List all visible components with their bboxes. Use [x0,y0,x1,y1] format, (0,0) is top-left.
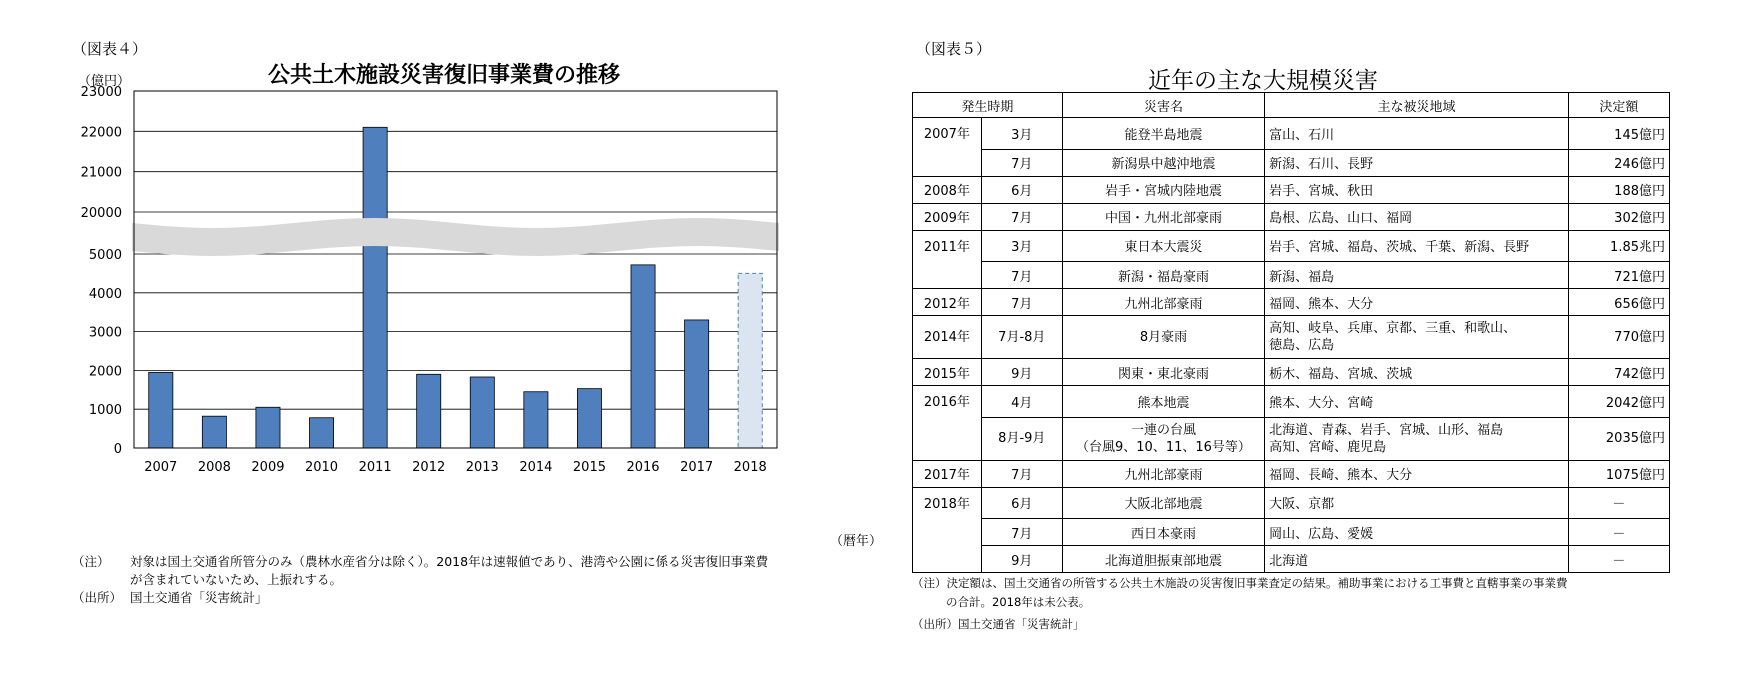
y-tick-label: 23000 [80,85,122,100]
cell-year [913,149,982,176]
cell-amount: 188億円 [1568,176,1669,203]
cell-amount: － [1568,546,1669,573]
cell-month: 7月 [981,262,1062,289]
cell-name: 新潟県中越沖地震 [1062,149,1264,176]
cell-year [913,262,982,289]
cell-year: 2015年 [913,359,982,386]
y-tick-label: 3000 [88,325,122,341]
x-axis-ticks [144,460,767,475]
cell-amount: 145億円 [1568,118,1669,150]
table-row [913,359,1670,386]
axis-break [132,218,779,256]
cell-year: 2016年 [913,386,982,418]
fig5-note-line: （注）決定額は、国土交通省の所管する公共土木施設の災害復旧事業査定の結果。補助事業における工事費と直轄事業の事業費 [912,576,1568,590]
cell-month: 9月 [981,359,1062,386]
table-row [913,262,1670,289]
bar-2012 [417,374,441,448]
cell-name: 中国・九州北部豪雨 [1062,203,1264,230]
bar-2009 [256,407,280,448]
cell-area: 栃木、福島、宮城、茨城 [1265,359,1569,386]
cell-name: 九州北部豪雨 [1062,460,1264,487]
fig5-source-line: （出所）国土交通省「災害統計」 [912,617,1085,631]
bar-2015 [577,389,601,448]
cell-name: 関東・東北豪雨 [1062,359,1264,386]
cell-month: 3月 [981,230,1062,262]
cell-year: 2007年 [913,118,982,150]
th-period: 発生時期 [913,93,1063,118]
cell-area: 富山、石川 [1265,118,1569,150]
table-row [913,203,1670,230]
table-row [913,149,1670,176]
cell-month: 7月 [981,289,1062,316]
cell-area: 福岡、長崎、熊本、大分 [1265,460,1569,487]
cell-month: 6月 [981,176,1062,203]
x-tick-label: 2014 [519,460,553,475]
table-row [913,176,1670,203]
cell-name: 8月豪雨 [1062,316,1264,359]
x-tick-label: 2009 [251,460,285,475]
x-tick-label: 2016 [626,460,660,475]
fig4-x-unit: （暦年） [830,534,883,549]
y-tick-label: 4000 [88,286,122,302]
cell-year: 2011年 [913,230,982,262]
note-head: （注） [72,554,110,569]
table-row [913,289,1670,316]
cell-year: 2009年 [913,203,982,230]
fig4-label: （図表４） [72,40,148,58]
cell-name: 九州北部豪雨 [1062,289,1264,316]
cell-month: 3月 [981,118,1062,150]
fig5-note-line: の合計。2018年は未公表。 [946,595,1091,609]
fig5-title: 近年の主な大規模災害 [1148,68,1378,94]
cell-amount: 2042億円 [1568,386,1669,418]
axis-break-band [132,218,779,256]
cell-amount: 1.85兆円 [1568,230,1669,262]
cell-year [913,417,982,460]
bar-2016 [631,265,655,448]
cell-amount: 246億円 [1568,149,1669,176]
fig4-y-unit: （億円） [78,74,131,89]
cell-month: 6月 [981,487,1062,519]
cell-amount: 302億円 [1568,203,1669,230]
cell-month: 7月 [981,519,1062,546]
y-tick-label: 20000 [80,206,122,221]
cell-amount: － [1568,519,1669,546]
cell-month: 7月 [981,149,1062,176]
th-area: 主な被災地域 [1265,93,1569,118]
cell-year: 2012年 [913,289,982,316]
cell-name: 岩手・宮城内陸地震 [1062,176,1264,203]
fig5-label: （図表５） [916,40,992,58]
y-tick-label: 2000 [88,364,122,380]
cell-name: 北海道胆振東部地震 [1062,546,1264,573]
cell-area: 高知、岐阜、兵庫、京都、三重、和歌山、 徳島、広島 [1265,316,1569,359]
fig4-source-line [72,589,892,607]
cell-name: 新潟・福島豪雨 [1062,262,1264,289]
disaster-table [912,92,1670,573]
cell-name: 熊本地震 [1062,386,1264,418]
bar-chart [60,80,890,560]
cell-year: 2017年 [913,460,982,487]
cell-area: 北海道 [1265,546,1569,573]
cell-name: 西日本豪雨 [1062,519,1264,546]
cell-amount: 2035億円 [1568,417,1669,460]
table-row [913,519,1670,546]
cell-area: 岩手、宮城、秋田 [1265,176,1569,203]
cell-area: 島根、広島、山口、福岡 [1265,203,1569,230]
y-tick-label: 1000 [88,403,122,419]
th-amount: 決定額 [1568,93,1669,118]
x-tick-label: 2015 [572,460,607,475]
x-tick-label: 2007 [144,460,178,475]
note-text: が含まれていないため、上振れする。 [130,572,343,587]
cell-area: 福岡、熊本、大分 [1265,289,1569,316]
cell-area: 岩手、宮城、福島、茨城、千葉、新潟、長野 [1265,230,1569,262]
th-name: 災害名 [1062,93,1264,118]
table-row [913,230,1670,262]
table-row [913,546,1670,573]
fig5-notes [912,574,1702,634]
table-row [913,118,1670,150]
cell-area: 新潟、石川、長野 [1265,149,1569,176]
bar-2011 [363,127,387,448]
cell-month: 9月 [981,546,1062,573]
y-tick-label: 0 [113,442,122,457]
cell-amount: 656億円 [1568,289,1669,316]
plot-frame [134,91,777,448]
bar-2007 [149,372,173,448]
y-tick-label: 21000 [80,165,122,181]
cell-name: 一連の台風 （台風9、10、11、16号等） [1062,417,1264,460]
cell-area: 岡山、広島、愛媛 [1265,519,1569,546]
table-row [913,460,1670,487]
note-text: 国土交通省「災害統計」 [130,590,268,605]
cell-month: 4月 [981,386,1062,418]
x-tick-label: 2010 [304,460,339,475]
cell-year: 2008年 [913,176,982,203]
cell-amount: 742億円 [1568,359,1669,386]
x-tick-label: 2017 [680,460,714,475]
y-axis-ticks [81,85,122,457]
bar-2008 [202,416,226,448]
y-tick-label: 22000 [80,125,122,141]
cell-year [913,519,982,546]
cell-month: 7月 [981,460,1062,487]
bar-2013 [470,377,494,448]
cell-year: 2014年 [913,316,982,359]
cell-name: 東日本大震災 [1062,230,1264,262]
cell-amount: － [1568,487,1669,519]
x-tick-label: 2013 [465,460,499,475]
note-text: 対象は国土交通省所管分のみ（農林水産省分は除く）。2018年は速報値であり、港湾や公園に係る災害復旧事業費 [130,554,769,569]
cell-year: 2018年 [913,487,982,519]
fig4-note-line [72,571,892,589]
y-tick-label: 5000 [88,248,122,263]
x-tick-label: 2008 [197,460,231,475]
bar-2014 [524,392,548,448]
cell-amount: 770億円 [1568,316,1669,359]
cell-month: 7月-8月 [981,316,1062,359]
cell-amount: 721億円 [1568,262,1669,289]
bar-2017 [685,320,709,448]
fig4-notes [72,553,892,607]
cell-month: 7月 [981,203,1062,230]
cell-year [913,546,982,573]
cell-area: 熊本、大分、宮崎 [1265,386,1569,418]
cell-area: 大阪、京都 [1265,487,1569,519]
cell-area: 北海道、青森、岩手、宮城、山形、福島 高知、宮崎、鹿児島 [1265,417,1569,460]
x-tick-label: 2011 [358,460,392,475]
chart-bars [149,127,763,448]
table-row [913,487,1670,519]
cell-area: 新潟、福島 [1265,262,1569,289]
x-tick-label: 2018 [733,460,767,475]
cell-name: 能登半島地震 [1062,118,1264,150]
cell-amount: 1075億円 [1568,460,1669,487]
bar-2018 [738,273,762,448]
fig4-title: 公共土木施設災害復旧事業費の推移 [268,63,621,88]
bar-2010 [309,418,333,448]
cell-month: 8月-9月 [981,417,1062,460]
table-row [913,417,1670,460]
cell-name: 大阪北部地震 [1062,487,1264,519]
note-head: （出所） [72,590,123,605]
table-header-row [913,93,1670,118]
x-tick-label: 2012 [412,460,446,475]
table-row [913,316,1670,359]
table-row [913,386,1670,418]
fig4-note-line [72,553,892,571]
chart-grid [134,91,777,448]
